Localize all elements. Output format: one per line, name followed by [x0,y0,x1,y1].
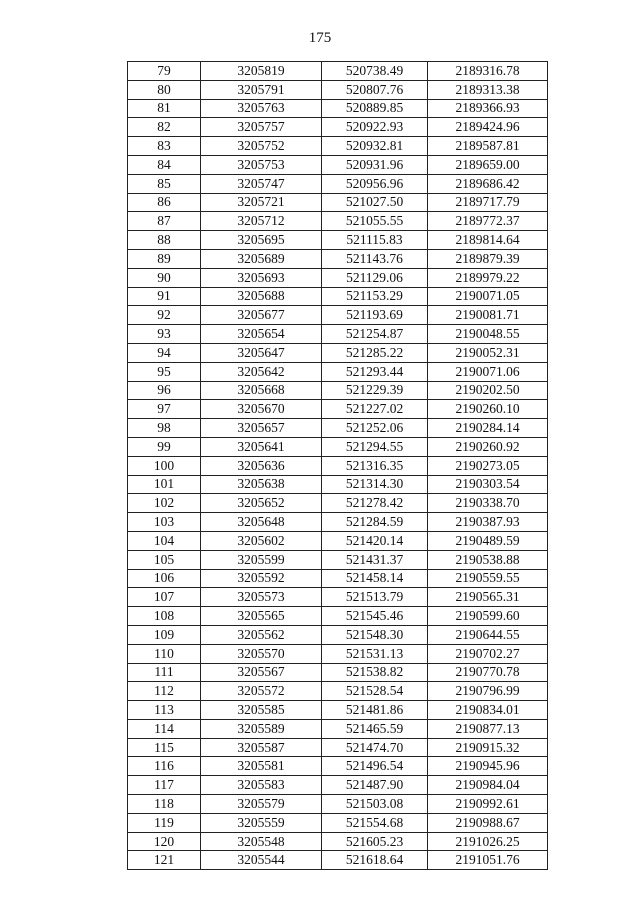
table-row [128,343,548,362]
table-row [128,513,548,532]
y-coordinate-cell: 2190273.05 [428,456,548,475]
y-coordinate-cell: 2190877.13 [428,719,548,738]
y-coordinate-cell: 2189316.78 [428,62,548,81]
y-coordinate-cell: 2190992.61 [428,795,548,814]
table-row [128,193,548,212]
table-row [128,813,548,832]
point-number-cell: 92 [128,306,201,325]
table-row [128,494,548,513]
code-cell: 3205602 [201,531,322,550]
point-number-cell: 84 [128,155,201,174]
y-coordinate-cell: 2190303.54 [428,475,548,494]
point-number-cell: 101 [128,475,201,494]
y-coordinate-cell: 2190387.93 [428,513,548,532]
point-number-cell: 82 [128,118,201,137]
table-row [128,795,548,814]
y-coordinate-cell: 2189879.39 [428,249,548,268]
point-number-cell: 81 [128,99,201,118]
y-coordinate-cell: 2189313.38 [428,80,548,99]
point-number-cell: 88 [128,231,201,250]
x-coordinate-cell: 521531.13 [322,644,428,663]
x-coordinate-cell: 521278.42 [322,494,428,513]
table-row [128,325,548,344]
point-number-cell: 113 [128,701,201,720]
code-cell: 3205548 [201,832,322,851]
point-number-cell: 120 [128,832,201,851]
y-coordinate-cell: 2190988.67 [428,813,548,832]
table-body [128,62,548,870]
y-coordinate-cell: 2191051.76 [428,851,548,870]
point-number-cell: 94 [128,343,201,362]
table-row [128,663,548,682]
x-coordinate-cell: 521503.08 [322,795,428,814]
x-coordinate-cell: 521027.50 [322,193,428,212]
table-row [128,249,548,268]
code-cell: 3205599 [201,550,322,569]
x-coordinate-cell: 521153.29 [322,287,428,306]
code-cell: 3205565 [201,607,322,626]
y-coordinate-cell: 2190071.05 [428,287,548,306]
point-number-cell: 118 [128,795,201,814]
x-coordinate-cell: 521496.54 [322,757,428,776]
x-coordinate-cell: 520932.81 [322,137,428,156]
x-coordinate-cell: 521293.44 [322,362,428,381]
y-coordinate-cell: 2190260.10 [428,400,548,419]
y-coordinate-cell: 2190284.14 [428,419,548,438]
y-coordinate-cell: 2190770.78 [428,663,548,682]
x-coordinate-cell: 520807.76 [322,80,428,99]
x-coordinate-cell: 521528.54 [322,682,428,701]
code-cell: 3205654 [201,325,322,344]
x-coordinate-cell: 520889.85 [322,99,428,118]
point-number-cell: 86 [128,193,201,212]
x-coordinate-cell: 521227.02 [322,400,428,419]
table-row [128,738,548,757]
code-cell: 3205819 [201,62,322,81]
x-coordinate-cell: 521115.83 [322,231,428,250]
code-cell: 3205544 [201,851,322,870]
y-coordinate-cell: 2189366.93 [428,99,548,118]
y-coordinate-cell: 2189772.37 [428,212,548,231]
code-cell: 3205638 [201,475,322,494]
code-cell: 3205570 [201,644,322,663]
y-coordinate-cell: 2190559.55 [428,569,548,588]
point-number-cell: 99 [128,437,201,456]
x-coordinate-cell: 521554.68 [322,813,428,832]
table-row [128,851,548,870]
code-cell: 3205583 [201,776,322,795]
code-cell: 3205641 [201,437,322,456]
x-coordinate-cell: 521545.46 [322,607,428,626]
table-row [128,719,548,738]
code-cell: 3205636 [201,456,322,475]
x-coordinate-cell: 520956.96 [322,174,428,193]
y-coordinate-cell: 2190915.32 [428,738,548,757]
y-coordinate-cell: 2190202.50 [428,381,548,400]
table-row [128,287,548,306]
x-coordinate-cell: 521314.30 [322,475,428,494]
table-row [128,644,548,663]
code-cell: 3205567 [201,663,322,682]
code-cell: 3205688 [201,287,322,306]
y-coordinate-cell: 2189717.79 [428,193,548,212]
y-coordinate-cell: 2190052.31 [428,343,548,362]
x-coordinate-cell: 521285.22 [322,343,428,362]
point-number-cell: 121 [128,851,201,870]
table-row [128,212,548,231]
x-coordinate-cell: 521618.64 [322,851,428,870]
table-row [128,118,548,137]
table-row [128,682,548,701]
table-row [128,137,548,156]
table-row [128,437,548,456]
y-coordinate-cell: 2190984.04 [428,776,548,795]
y-coordinate-cell: 2189814.64 [428,231,548,250]
x-coordinate-cell: 521513.79 [322,588,428,607]
y-coordinate-cell: 2190048.55 [428,325,548,344]
y-coordinate-cell: 2190796.99 [428,682,548,701]
point-number-cell: 111 [128,663,201,682]
x-coordinate-cell: 521481.86 [322,701,428,720]
y-coordinate-cell: 2189424.96 [428,118,548,137]
code-cell: 3205642 [201,362,322,381]
code-cell: 3205752 [201,137,322,156]
point-number-cell: 108 [128,607,201,626]
table-row [128,475,548,494]
point-number-cell: 102 [128,494,201,513]
code-cell: 3205585 [201,701,322,720]
point-number-cell: 109 [128,625,201,644]
point-number-cell: 85 [128,174,201,193]
code-cell: 3205757 [201,118,322,137]
x-coordinate-cell: 521294.55 [322,437,428,456]
x-coordinate-cell: 521548.30 [322,625,428,644]
x-coordinate-cell: 521143.76 [322,249,428,268]
code-cell: 3205712 [201,212,322,231]
x-coordinate-cell: 521254.87 [322,325,428,344]
point-number-cell: 107 [128,588,201,607]
x-coordinate-cell: 520738.49 [322,62,428,81]
table-row [128,99,548,118]
y-coordinate-cell: 2189587.81 [428,137,548,156]
code-cell: 3205668 [201,381,322,400]
code-cell: 3205721 [201,193,322,212]
point-number-cell: 87 [128,212,201,231]
point-number-cell: 98 [128,419,201,438]
table-row [128,268,548,287]
code-cell: 3205562 [201,625,322,644]
y-coordinate-cell: 2189979.22 [428,268,548,287]
code-cell: 3205652 [201,494,322,513]
code-cell: 3205763 [201,99,322,118]
table-row [128,80,548,99]
x-coordinate-cell: 521420.14 [322,531,428,550]
table-row [128,174,548,193]
x-coordinate-cell: 521431.37 [322,550,428,569]
x-coordinate-cell: 521605.23 [322,832,428,851]
x-coordinate-cell: 521316.35 [322,456,428,475]
table-row [128,381,548,400]
y-coordinate-cell: 2190489.59 [428,531,548,550]
x-coordinate-cell: 521487.90 [322,776,428,795]
table-row [128,776,548,795]
code-cell: 3205695 [201,231,322,250]
code-cell: 3205589 [201,719,322,738]
table-row [128,550,548,569]
y-coordinate-cell: 2190644.55 [428,625,548,644]
point-number-cell: 103 [128,513,201,532]
point-number-cell: 106 [128,569,201,588]
y-coordinate-cell: 2190081.71 [428,306,548,325]
table-row [128,400,548,419]
point-number-cell: 117 [128,776,201,795]
x-coordinate-cell: 521193.69 [322,306,428,325]
code-cell: 3205657 [201,419,322,438]
y-coordinate-cell: 2189686.42 [428,174,548,193]
x-coordinate-cell: 520922.93 [322,118,428,137]
point-number-cell: 119 [128,813,201,832]
y-coordinate-cell: 2190565.31 [428,588,548,607]
point-number-cell: 114 [128,719,201,738]
x-coordinate-cell: 521129.06 [322,268,428,287]
point-number-cell: 115 [128,738,201,757]
point-number-cell: 97 [128,400,201,419]
code-cell: 3205689 [201,249,322,268]
point-number-cell: 90 [128,268,201,287]
code-cell: 3205693 [201,268,322,287]
point-number-cell: 105 [128,550,201,569]
code-cell: 3205670 [201,400,322,419]
table-row [128,531,548,550]
code-cell: 3205579 [201,795,322,814]
table-row [128,419,548,438]
code-cell: 3205647 [201,343,322,362]
x-coordinate-cell: 521458.14 [322,569,428,588]
point-number-cell: 83 [128,137,201,156]
point-number-cell: 116 [128,757,201,776]
y-coordinate-cell: 2190945.96 [428,757,548,776]
point-number-cell: 89 [128,249,201,268]
table-row [128,625,548,644]
table-row [128,832,548,851]
code-cell: 3205677 [201,306,322,325]
point-number-cell: 110 [128,644,201,663]
table-row [128,569,548,588]
table-row [128,701,548,720]
x-coordinate-cell: 521055.55 [322,212,428,231]
x-coordinate-cell: 520931.96 [322,155,428,174]
table-row [128,607,548,626]
code-cell: 3205581 [201,757,322,776]
point-number-cell: 91 [128,287,201,306]
code-cell: 3205559 [201,813,322,832]
page-number: 175 [308,30,332,46]
code-cell: 3205573 [201,588,322,607]
coordinates-table [127,61,548,870]
point-number-cell: 79 [128,62,201,81]
table-row [128,231,548,250]
code-cell: 3205592 [201,569,322,588]
y-coordinate-cell: 2190260.92 [428,437,548,456]
table-row [128,62,548,81]
code-cell: 3205747 [201,174,322,193]
x-coordinate-cell: 521465.59 [322,719,428,738]
y-coordinate-cell: 2190834.01 [428,701,548,720]
table-row [128,757,548,776]
y-coordinate-cell: 2191026.25 [428,832,548,851]
y-coordinate-cell: 2190071.06 [428,362,548,381]
y-coordinate-cell: 2189659.00 [428,155,548,174]
table-row [128,362,548,381]
x-coordinate-cell: 521229.39 [322,381,428,400]
y-coordinate-cell: 2190599.60 [428,607,548,626]
y-coordinate-cell: 2190702.27 [428,644,548,663]
table-row [128,306,548,325]
point-number-cell: 100 [128,456,201,475]
code-cell: 3205648 [201,513,322,532]
x-coordinate-cell: 521284.59 [322,513,428,532]
x-coordinate-cell: 521252.06 [322,419,428,438]
x-coordinate-cell: 521538.82 [322,663,428,682]
point-number-cell: 112 [128,682,201,701]
x-coordinate-cell: 521474.70 [322,738,428,757]
table-row [128,588,548,607]
table-row [128,456,548,475]
code-cell: 3205587 [201,738,322,757]
code-cell: 3205572 [201,682,322,701]
point-number-cell: 93 [128,325,201,344]
point-number-cell: 95 [128,362,201,381]
code-cell: 3205753 [201,155,322,174]
y-coordinate-cell: 2190338.70 [428,494,548,513]
table-row [128,155,548,174]
code-cell: 3205791 [201,80,322,99]
point-number-cell: 104 [128,531,201,550]
y-coordinate-cell: 2190538.88 [428,550,548,569]
point-number-cell: 96 [128,381,201,400]
point-number-cell: 80 [128,80,201,99]
